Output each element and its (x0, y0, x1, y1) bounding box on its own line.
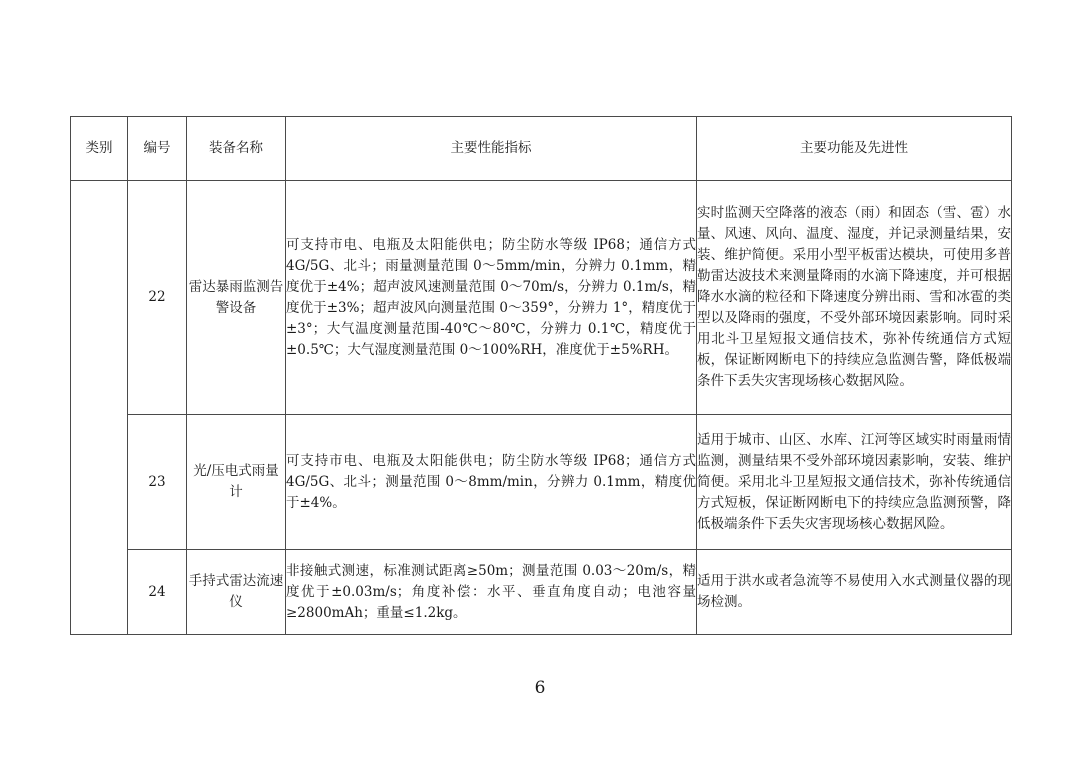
table-row (71, 415, 1012, 550)
table-row (71, 550, 1012, 635)
function-description: 适用于城市、山区、水库、江河等区域实时雨量雨情监测，测量结果不受外部环境因素影响，安装、维护简便。采用北斗卫星短报文通信技术，弥补传统通信方式短板，保证断网断电下的持续应急监测预警，降低极端条件下丢失灾害现场核心数据风险。 (697, 415, 1012, 550)
header-function: 主要功能及先进性 (697, 117, 1012, 181)
header-equipment-name: 装备名称 (187, 117, 286, 181)
performance-spec: 可支持市电、电瓶及太阳能供电；防尘防水等级 IP68；通信方式 4G/5G、北斗；测量范围 0～8mm/min，分辨力 0.1mm，精度优于±4%。 (286, 415, 697, 550)
row-number: 22 (128, 181, 187, 415)
category-cell (71, 181, 128, 635)
row-number: 24 (128, 550, 187, 635)
header-category: 类别 (71, 117, 128, 181)
row-number: 23 (128, 415, 187, 550)
equipment-name: 雷达暴雨监测告警设备 (187, 181, 286, 415)
equipment-name: 光/压电式雨量计 (187, 415, 286, 550)
function-description: 实时监测天空降落的液态（雨）和固态（雪、雹）水量、风速、风向、温度、湿度，并记录测量结果，安装、维护简便。采用小型平板雷达模块，可使用多普勒雷达波技术来测量降雨的水滴下降速度，并可根据降水水滴的粒径和下降速度分辨出雨、雪和冰雹的类型以及降雨的强度，不受外部环境因素影响。同时采用北斗卫星短报文通信技术，弥补传统通信方式短板，保证断网断电下的持续应急监测告警，降低极端条件下丢失灾害现场核心数据风险。 (697, 181, 1012, 415)
page-number: 6 (534, 678, 546, 698)
table-row (71, 181, 1012, 415)
header-number: 编号 (128, 117, 187, 181)
header-performance: 主要性能指标 (286, 117, 697, 181)
equipment-name: 手持式雷达流速仪 (187, 550, 286, 635)
performance-spec: 可支持市电、电瓶及太阳能供电；防尘防水等级 IP68；通信方式 4G/5G、北斗；雨量测量范围 0～5mm/min，分辨力 0.1mm，精度优于±4%；超声波风速测量范围 0～70m/s，分辨力 0.1m/s，精度优于±3%；超声波风向测量范围 0～359°，分辨力 1°，精度优于±3°；大气温度测量范围-40℃～80℃，分辨力 0.1℃，精度优于±0.5℃；大气湿度测量范围 0～100%RH，准度优于±5%RH。 (286, 181, 697, 415)
table-header-row (71, 117, 1012, 181)
equipment-spec-table (70, 116, 1012, 635)
performance-spec: 非接触式测速，标准测试距离≥50m；测量范围 0.03～20m/s，精度优于±0.03m/s；角度补偿：水平、垂直角度自动；电池容量≥2800mAh；重量≤1.2kg。 (286, 550, 697, 635)
function-description: 适用于洪水或者急流等不易使用入水式测量仪器的现场检测。 (697, 550, 1012, 635)
